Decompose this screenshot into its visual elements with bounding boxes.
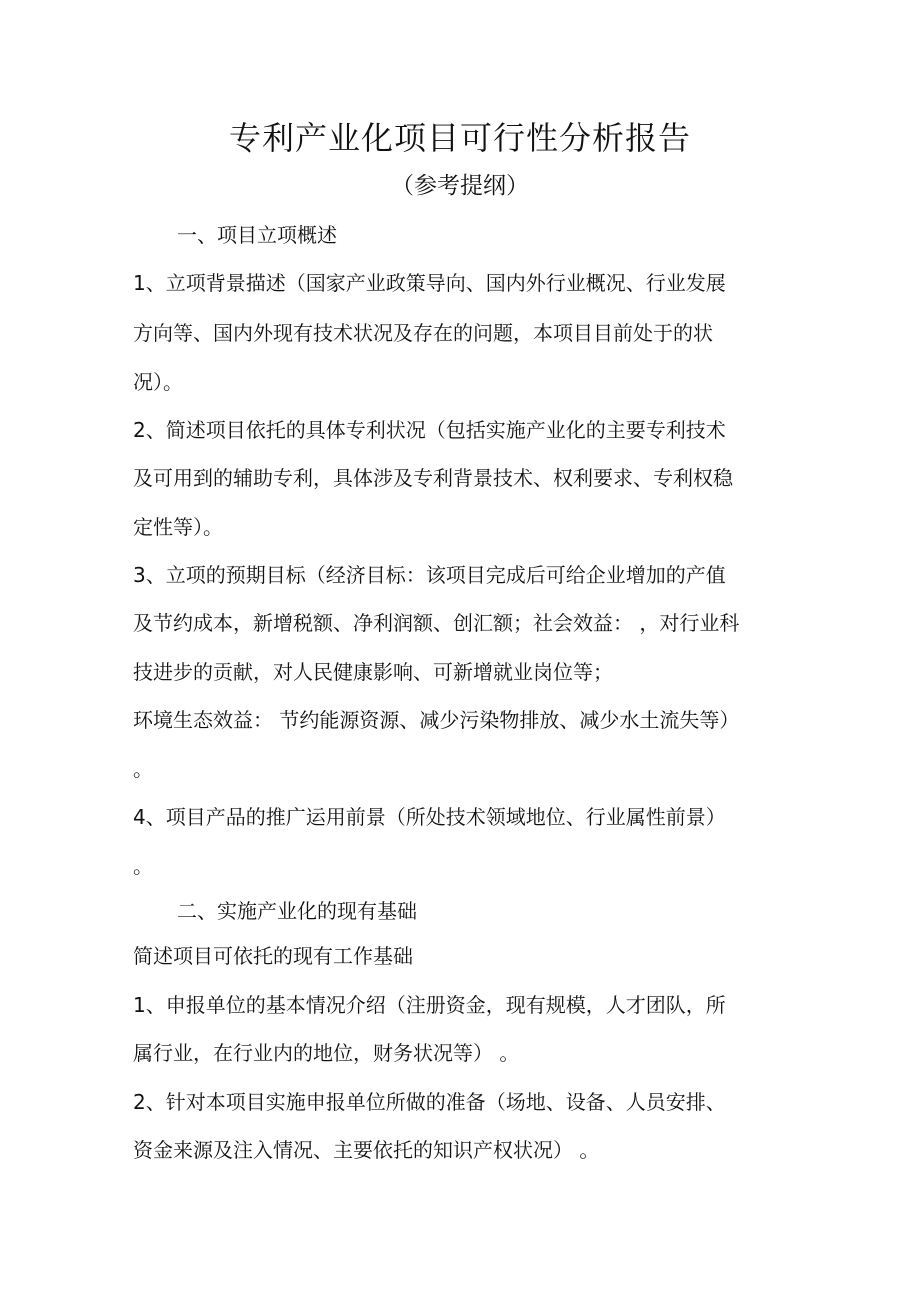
document-subtitle: （参考提纲） <box>391 173 529 199</box>
paragraph-line: 2、针对本项目实施申报单位所做的准备（场地、设备、人员安排、 <box>133 1090 726 1114</box>
paragraph-line: 4、项目产品的推广运用前景（所处技术领域地位、行业属性前景） <box>133 805 726 829</box>
paragraph-line: 方向等、国内外现有技术状况及存在的问题，本项目目前处于的状 <box>133 321 713 345</box>
paragraph-line: 。 <box>133 757 153 781</box>
paragraph-line: 及可用到的辅助专利，具体涉及专利背景技术、权利要求、专利权稳 <box>133 466 733 490</box>
paragraph-line: 资金来源及注入情况、主要依托的知识产权状况） 。 <box>133 1138 600 1162</box>
paragraph-line: 环境生态效益： 节约能源资源、减少污染物排放、减少水土流失等） <box>133 708 740 732</box>
paragraph-line: 。 <box>133 854 153 878</box>
paragraph-line: 技进步的贡献，对人民健康影响、可新增就业岗位等； <box>133 660 613 684</box>
document-title: 专利产业化项目可行性分析报告 <box>228 119 691 157</box>
paragraph-line: 1、立项背景描述（国家产业政策导向、国内外行业概况、行业发展 <box>133 271 726 295</box>
paragraph-line: 属行业，在行业内的地位，财务状况等） 。 <box>133 1041 520 1065</box>
paragraph-line: 及节约成本，新增税额、净利润额、创汇额；社会效益： ，对行业科 <box>133 611 740 635</box>
paragraph-line: 2、简述项目依托的具体专利状况（包括实施产业化的主要专利技术 <box>133 418 726 442</box>
section-heading-2: 二、实施产业化的现有基础 <box>177 899 417 923</box>
paragraph-line: 3、立项的预期目标（经济目标：该项目完成后可给企业增加的产值 <box>133 563 726 587</box>
paragraph-line: 1、申报单位的基本情况介绍（注册资金，现有规模，人才团队，所 <box>133 993 726 1017</box>
paragraph-line: 况）。 <box>133 370 183 394</box>
section-heading-1: 一、项目立项概述 <box>177 223 337 247</box>
paragraph-line: 定性等）。 <box>133 515 223 539</box>
paragraph-line: 简述项目可依托的现有工作基础 <box>133 944 413 968</box>
